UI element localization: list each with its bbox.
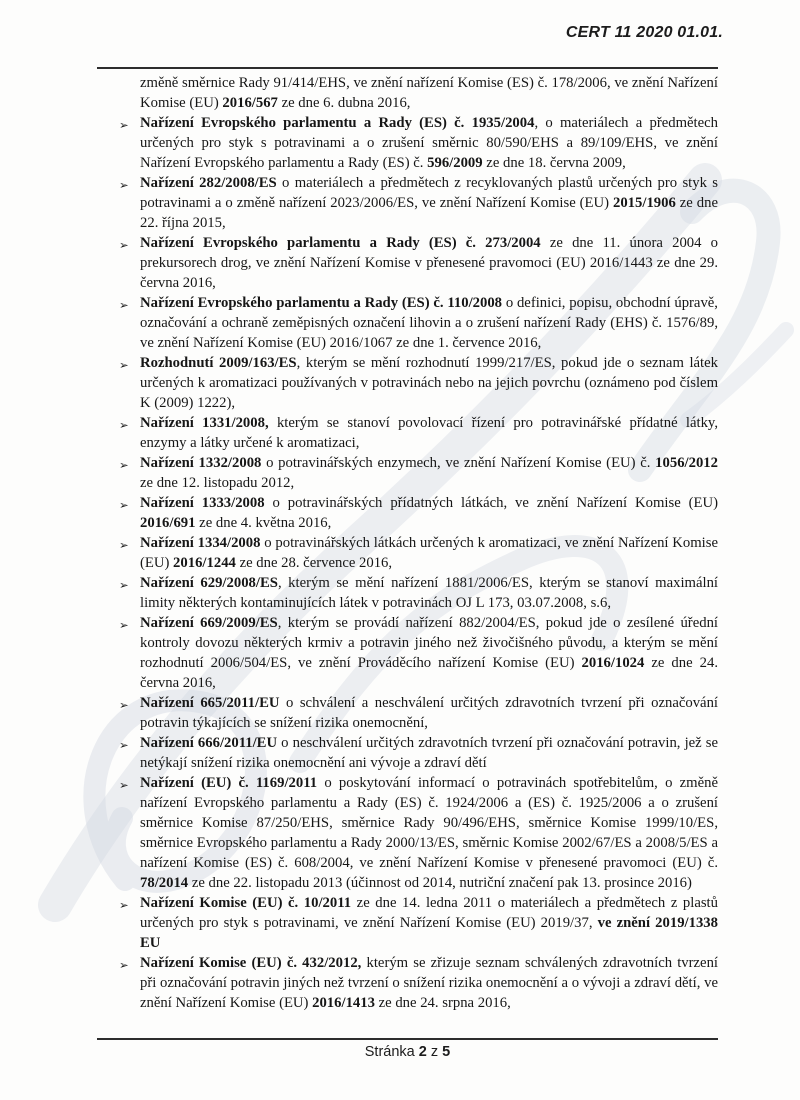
text-run: Nařízení 1334/2008 bbox=[140, 535, 261, 551]
bullet-arrow-icon: ➢ bbox=[119, 578, 129, 592]
text-run: 2016/1413 bbox=[312, 995, 375, 1011]
bullet-arrow-icon: ➢ bbox=[119, 898, 129, 912]
regulation-list bbox=[97, 73, 718, 1013]
text-run: Nařízení 1331/2008, bbox=[140, 415, 269, 431]
list-item bbox=[97, 353, 718, 413]
text-run: ze dne 22. října 2015, bbox=[140, 195, 718, 231]
list-item bbox=[97, 453, 718, 493]
text-run: o poskytování informací o potravinách spotřebitelům, o změně nařízení Evropského parlamentu a Rady (ES) č. 1924/2006 a (ES) č. 1925/2006 a o zrušení směrnice Komise 87/250/EHS, směrnice Rady 90/496/EHS, směrnice Komise 1999/10/ES, směrnice Evropského parlamentu a Rady 2000/13/ES, směrnic Komise 2002/67/ES a 2008/5/ES a nařízení Komise (ES) č. 608/2004, ve znění Nařízení Komise v přenesené pravomoci (EU) č. bbox=[140, 775, 718, 871]
bullet-arrow-icon: ➢ bbox=[119, 498, 129, 512]
text-run: Nařízení Evropského parlamentu a Rady (ES) č. 1935/2004 bbox=[140, 115, 535, 131]
list-item bbox=[97, 493, 718, 533]
document-header bbox=[97, 24, 723, 42]
text-run: Nařízení 666/2011/EU bbox=[140, 735, 278, 751]
text-run: 1056/2012 bbox=[655, 455, 718, 471]
list-item bbox=[97, 293, 718, 353]
header-rule bbox=[97, 67, 718, 69]
text-run: Rozhodnutí 2009/163/ES bbox=[140, 355, 297, 371]
text-run: Nařízení 629/2008/ES bbox=[140, 575, 278, 591]
text-run: 2016/1244 bbox=[173, 555, 236, 571]
bullet-arrow-icon: ➢ bbox=[119, 778, 129, 792]
bullet-arrow-icon: ➢ bbox=[119, 418, 129, 432]
doc-code: CERT 11 2020 01.01. bbox=[565, 24, 723, 41]
text-run: změně směrnice Rady 91/414/EHS, ve znění nařízení Komise (ES) č. 178/2006, ve znění Nařízení Komise (EU) bbox=[140, 75, 718, 111]
text-run: o definici, popisu, obchodní úpravě, označování a ochraně zeměpisných označení lihovin a o zrušení nařízení Rady (EHS) č. 1576/89, ve znění Nařízení Komise (EU) 2016/1067 ze dne 1. července 2016, bbox=[140, 295, 718, 351]
text-run: o schválení a neschválení určitých zdravotních tvrzení při označování potravin týkajících se snížení rizika onemocnění, bbox=[140, 695, 719, 731]
text-run: ze dne 4. května 2016, bbox=[195, 515, 332, 531]
page-total: 5 bbox=[442, 1044, 451, 1060]
list-item bbox=[97, 233, 718, 293]
text-run: ze dne 24. srpna 2016, bbox=[374, 995, 511, 1011]
list-item bbox=[97, 533, 718, 573]
text-run: ze dne 22. listopadu 2013 (účinnost od 2014, nutriční značení pak 13. prosince 2016) bbox=[188, 875, 692, 891]
list-item bbox=[97, 413, 718, 453]
bullet-arrow-icon: ➢ bbox=[119, 698, 129, 712]
text-run: Nařízení Komise (EU) č. 10/2011 bbox=[140, 895, 352, 911]
text-run: kterým se zřizuje seznam schválených zdravotních tvrzení při označování potravin jiných než tvrzení o snížení rizika onemocnění a o vývoji a zdraví dětí, ve znění Nařízení Komise (EU) bbox=[140, 955, 718, 1011]
list-item bbox=[97, 173, 718, 233]
text-run: , kterým se provádí nařízení 882/2004/ES, pokud jde o zesílené úřední kontroly dovozu některých krmiv a potravin jiného než živočišného původu, a kterým se mění rozhodnutí 2006/504/ES, ve znění Prováděcího nařízení Komise (EU) bbox=[140, 615, 718, 671]
text-run: Nařízení Evropského parlamentu a Rady (ES) č. 273/2004 bbox=[140, 235, 541, 251]
footer-rule bbox=[97, 1038, 718, 1040]
continued-paragraph bbox=[97, 73, 718, 113]
text-run: Nařízení 1333/2008 bbox=[140, 495, 265, 511]
bullet-arrow-icon: ➢ bbox=[119, 358, 129, 372]
list-item bbox=[97, 573, 718, 613]
text-run: o potravinářských látkách určených k aromatizaci, ve znění Nařízení Komise (EU) bbox=[140, 535, 718, 571]
page-footer bbox=[97, 1044, 718, 1060]
bullet-arrow-icon: ➢ bbox=[119, 178, 129, 192]
bullet-arrow-icon: ➢ bbox=[119, 238, 129, 252]
list-item bbox=[97, 733, 718, 773]
text-run: ve znění 2019/1338 EU bbox=[140, 915, 718, 951]
list-item bbox=[97, 893, 718, 953]
text-run: o potravinářských přídatných látkách, ve znění Nařízení Komise (EU) bbox=[264, 495, 718, 511]
text-run: 596/2009 bbox=[427, 155, 483, 171]
text-run: 2016/691 bbox=[140, 515, 196, 531]
list-item bbox=[97, 773, 718, 893]
text-run: ze dne 12. listopadu 2012, bbox=[140, 475, 295, 491]
text-run: , kterým se mění nařízení 1881/2006/ES, kterým se stanoví maximální limity některých kontaminujících látek v potravinách OJ L 173, 03.07.2008, s.6, bbox=[140, 575, 718, 611]
text-run: , kterým se mění rozhodnutí 1999/217/ES, pokud jde o seznam látek určených k aromatizaci používaných v potravinách nebo na jejich povrchu (oznámeno pod číslem K (2009) 1222), bbox=[140, 355, 718, 411]
text-run: Nařízení 669/2009/ES bbox=[140, 615, 278, 631]
text-run: 2015/1906 bbox=[612, 195, 676, 211]
text-run: 78/2014 bbox=[140, 875, 189, 891]
text-run: Nařízení (EU) č. 1169/2011 bbox=[140, 775, 318, 791]
content-area bbox=[97, 73, 718, 1013]
text-run: 2016/1024 bbox=[581, 655, 645, 671]
text-run: ze dne 24. června 2016, bbox=[140, 655, 718, 691]
page-number: 2 bbox=[418, 1044, 427, 1060]
text-run: Nařízení Komise (EU) č. 432/2012, bbox=[140, 955, 362, 971]
text-run: kterým se stanoví povolovací řízení pro potravinářské přídatné látky, enzymy a látky určené k aromatizaci, bbox=[140, 415, 718, 451]
text-run: , o materiálech a předmětech určených pro styk s potravinami a o zrušení směrnic 80/590/EHS a 89/109/EHS, ve znění Nařízení Evropského parlamentu a Rady (ES) č. bbox=[140, 115, 718, 171]
bullet-arrow-icon: ➢ bbox=[119, 118, 129, 132]
bullet-arrow-icon: ➢ bbox=[119, 958, 129, 972]
text-run: Nařízení 1332/2008 bbox=[140, 455, 262, 471]
text-run: ze dne 28. července 2016, bbox=[235, 555, 393, 571]
bullet-arrow-icon: ➢ bbox=[119, 458, 129, 472]
text-run: ze dne 18. června 2009, bbox=[482, 155, 626, 171]
bullet-arrow-icon: ➢ bbox=[119, 738, 129, 752]
bullet-arrow-icon: ➢ bbox=[119, 298, 129, 312]
list-item bbox=[97, 613, 718, 693]
text-run: ze dne 14. ledna 2011 o materiálech a předmětech z plastů určených pro styk s potravinami, ve znění Nařízení Komise (EU) 2019/37, bbox=[140, 895, 718, 931]
text-run: 2016/567 bbox=[222, 95, 278, 111]
text-run: Nařízení 282/2008/ES bbox=[140, 175, 277, 191]
text-run: Nařízení Evropského parlamentu a Rady (ES) č. 110/2008 bbox=[140, 295, 503, 311]
list-item bbox=[97, 693, 718, 733]
text-run: o neschválení určitých zdravotních tvrzení při označování potravin, jež se netýkají snížení rizika onemocnění ani vývoje a zdraví dětí bbox=[140, 735, 719, 771]
list-item bbox=[97, 113, 718, 173]
text-run: o potravinářských enzymech, ve znění Nařízení Komise (EU) č. bbox=[261, 455, 656, 471]
footer-label: Stránka bbox=[364, 1044, 415, 1060]
text-run: ze dne 6. dubna 2016, bbox=[277, 95, 411, 111]
bullet-arrow-icon: ➢ bbox=[119, 618, 129, 632]
page-separator: z bbox=[430, 1044, 439, 1060]
text-run: o materiálech a předmětech z recyklovaných plastů určených pro styk s potravinami a o změně nařízení 2023/2006/ES, ve znění Nařízení Komise (EU) bbox=[140, 175, 718, 211]
text-run: Nařízení 665/2011/EU bbox=[140, 695, 280, 711]
text-run: ze dne 11. února 2004 o prekursorech drog, ve znění Nařízení Komise v přenesené pravomoci (EU) 2016/1443 ze dne 29. června 2016, bbox=[140, 235, 719, 291]
list-item bbox=[97, 953, 718, 1013]
bullet-arrow-icon: ➢ bbox=[119, 538, 129, 552]
